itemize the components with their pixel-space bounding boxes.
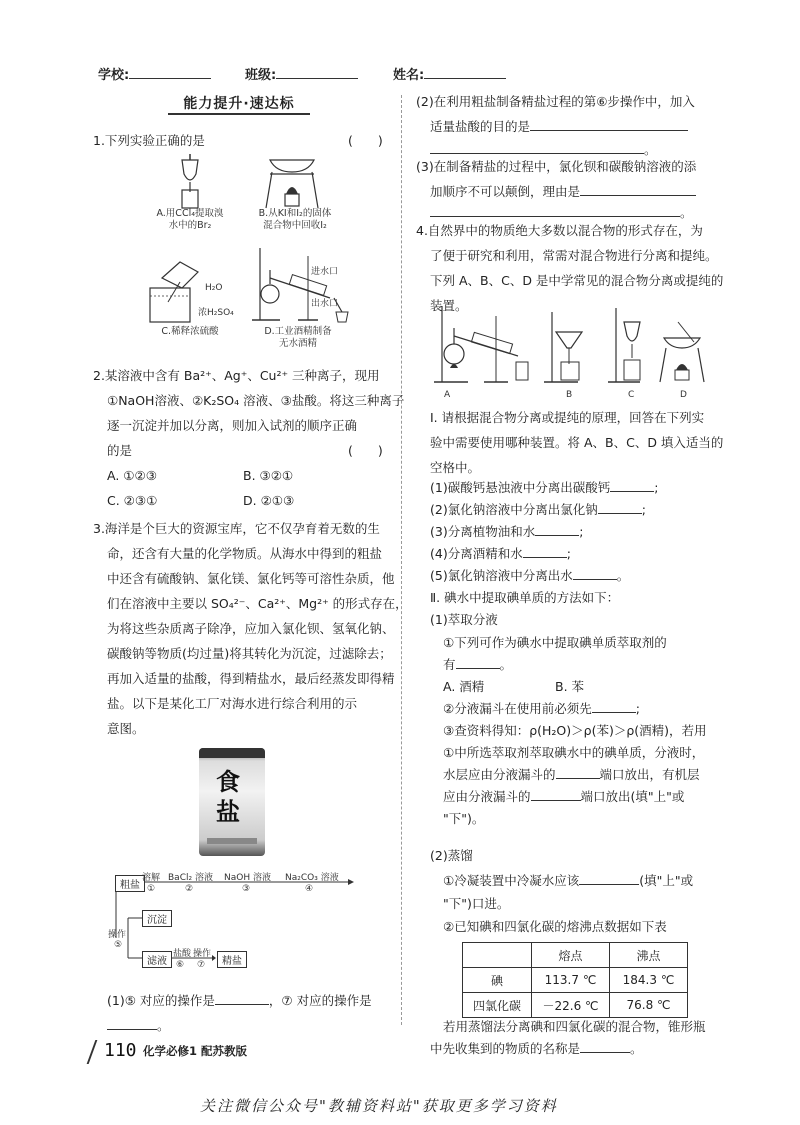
q4-line-4: 装置。 [430, 298, 468, 313]
table-cell: 四氯化碳 [463, 993, 532, 1018]
q3-blank-op5[interactable] [215, 990, 269, 1005]
table-header-cell: 沸点 [609, 943, 687, 968]
q1-stem: 1.下列实验正确的是 [93, 133, 205, 148]
name-label: 姓名: [393, 64, 506, 83]
flow-op5: 操作 [108, 930, 127, 940]
q3-sub2-line-3: 。 [430, 137, 657, 162]
q3-blank-reason-1[interactable] [580, 181, 696, 196]
flow-filtrate: 滤液 [142, 951, 172, 968]
school-blank[interactable] [129, 64, 211, 79]
flow-n7: ⑦ [197, 960, 206, 970]
data-table-wrapper [462, 942, 692, 1018]
q4-blank-check[interactable] [592, 698, 636, 713]
table-cell: 碘 [463, 968, 532, 993]
label-water-out: 出水口 [311, 299, 339, 309]
q4-line-1: 4.自然界中的物质绝大多数以混合物的形式存在，为 [416, 223, 703, 238]
table-cell: －22.6 ℃ [532, 993, 610, 1018]
q4-extract-heading: (1)萃取分液 [430, 612, 498, 627]
flow-hcl: 盐酸 [173, 949, 192, 959]
q3-sub2-line-2: 适量盐酸的目的是 [430, 114, 688, 139]
apparatus-label-b: B [566, 390, 573, 400]
q2-line-1: 2.某溶液中含有 Ba²⁺、Ag⁺、Cu²⁺ 三种离子，现用 [93, 368, 380, 383]
q4-d1-line-1: ①冷凝装置中冷凝水应该 (填"上"或 [443, 868, 693, 893]
melting-boiling-table [462, 942, 688, 1018]
flow-n5: ⑤ [114, 940, 123, 950]
flow-n6: ⑥ [176, 960, 185, 970]
label-h2o: H₂O [205, 283, 223, 293]
flow-step4: Na₂CO₃ 溶液 [285, 873, 339, 883]
flow-step3: NaOH 溶液 [224, 873, 271, 883]
q4-blank-5[interactable] [573, 565, 617, 580]
q4-item-5: (5)氯化钠溶液中分离出水 。 [430, 563, 629, 588]
class-blank[interactable] [276, 64, 358, 79]
q3-line-8: 盐。以下是某化工厂对海水进行综合利用的示 [107, 696, 358, 711]
q3-line-7: 再加入适量的盐酸，得到精盐水，最后经蒸发即得精 [107, 671, 395, 686]
q3-line-9: 意图。 [107, 721, 145, 736]
table-header-row [463, 943, 688, 968]
salt-bag-char-1: 食 [216, 767, 240, 796]
q4-apparatus-figure [432, 302, 712, 388]
q3-sub3-line-1: (3)在制备精盐的过程中，氯化钡和碳酸钠溶液的添 [416, 159, 697, 174]
q2-option-c[interactable]: C. ②③① [107, 493, 158, 508]
flow-fine-salt: 精盐 [217, 951, 247, 968]
column-divider [401, 95, 402, 1025]
table-header-cell [463, 943, 532, 968]
q3-sub1-end: 。 [107, 1013, 170, 1038]
q4-e1-option-a[interactable]: A. 酒精 [443, 679, 485, 694]
q4-blank-1[interactable] [610, 477, 654, 492]
q4-e1-line-2: 有 。 [443, 652, 512, 677]
q3-sub3-line-2: 加顺序不可以颠倒，理由是 [430, 179, 696, 204]
caption-d: D.工业酒精制备 无水酒精 [264, 326, 332, 349]
q4-blank-3[interactable] [535, 521, 579, 536]
q2-option-b[interactable]: B. ③②① [243, 468, 294, 483]
q2-line-4: 的是 [107, 443, 133, 458]
q4-item-3: (3)分离植物油和水 ; [430, 519, 583, 544]
salt-bag-image [199, 748, 265, 856]
q3-blank-hcl-purpose-2[interactable] [430, 139, 644, 154]
q4-blank-4[interactable] [523, 543, 567, 558]
table-cell: 184.3 ℃ [609, 968, 687, 993]
flow-step2: BaCl₂ 溶液 [168, 873, 213, 883]
q4-d1-line-2: "下")口进。 [443, 896, 510, 911]
flow-crude-salt: 粗盐 [115, 875, 145, 892]
book-title: 化学必修1 配苏教版 [143, 1044, 248, 1058]
flow-step1: 溶解 [142, 873, 161, 883]
apparatus-d-distillation [250, 246, 360, 324]
label-water-in: 进水口 [311, 267, 339, 277]
q4-e3-line-4: 应由分液漏斗的 端口放出(填"上"或 [443, 784, 684, 809]
q4-e3-line-3: 水层应由分液漏斗的 端口放出，有机层 [443, 762, 700, 787]
section-title: 能力提升·速达标 [168, 93, 310, 115]
q4-item-4: (4)分离酒精和水 ; [430, 541, 571, 566]
q2-paren: ( ) [348, 443, 383, 458]
table-row [463, 968, 688, 993]
q3-line-5: 为将这些杂质离子除净，应加入氯化钡、氢氧化钠、 [107, 621, 395, 636]
q4-part1-line-3: 空格中。 [430, 460, 481, 475]
flow-n4: ④ [305, 884, 314, 894]
caption-c: C.稀释浓硫酸 [161, 326, 219, 337]
caption-b: B.从KI和I₂的固体 混合物中回收I₂ [258, 208, 332, 231]
q4-item-1: (1)碳酸钙悬浊液中分离出碳酸钙 ; [430, 475, 658, 500]
label-h2so4: 浓H₂SO₄ [198, 308, 234, 318]
q4-final-line-2: 中先收集到的物质的名称是 。 [430, 1036, 643, 1061]
q3-line-4: 们在溶液中主要以 SO₄²⁻、Ca²⁺、Mg²⁺ 的形式存在， [107, 596, 408, 611]
q4-e3-line-1: ③查资料得知：ρ(H₂O)＞ρ(苯)＞ρ(酒精)，若用 [443, 723, 707, 738]
table-cell: 113.7 ℃ [532, 968, 610, 993]
q3-line-2: 命，还含有大量的化学物质。从海水中得到的粗盐 [107, 546, 383, 561]
flow-n3: ③ [242, 884, 251, 894]
flow-op7: 操作 [193, 949, 212, 959]
q1-paren: ( ) [348, 133, 383, 148]
q2-option-d[interactable]: D. ②①③ [243, 493, 295, 508]
q4-e1-line-1: ①下列可作为碘水中提取碘单质萃取剂的 [443, 635, 667, 650]
q4-d2: ②已知碘和四氯化碳的熔沸点数据如下表 [443, 919, 667, 934]
apparatus-label-d: D [680, 390, 687, 400]
flow-n2: ② [185, 884, 194, 894]
q4-blank-water-layer[interactable] [556, 764, 600, 779]
q3-line-1: 3.海洋是个巨大的资源宝库，它不仅孕育着无数的生 [93, 521, 380, 536]
apparatus-label-c: C [628, 390, 635, 400]
q3-blank-op7[interactable] [107, 1015, 157, 1030]
q4-e2: ②分液漏斗在使用前必须先 ; [443, 696, 640, 721]
table-header-cell: 熔点 [532, 943, 610, 968]
q3-blank-hcl-purpose-1[interactable] [530, 116, 688, 131]
q2-line-2: ①NaOH溶液、②K₂SO₄ 溶液、③盐酸。将这三种离子 [107, 393, 405, 408]
apparatus-b-evaporating-dish [262, 152, 322, 210]
q4-line-3: 下列 A、B、C、D 是中学常见的混合物分离或提纯的 [430, 273, 724, 288]
school-label: 学校: [98, 64, 211, 83]
q4-e3-line-5: "下")。 [443, 811, 485, 826]
q4-part1-line-1: Ⅰ. 请根据混合物分离或提纯的原理，回答在下列实 [430, 410, 705, 425]
q4-part1-line-2: 验中需要使用哪种装置。将 A、B、C、D 填入适当的 [430, 435, 724, 450]
table-cell: 76.8 ℃ [609, 993, 687, 1018]
q4-e3-line-2: ①中所选萃取剂萃取碘水中的碘单质，分液时， [443, 745, 705, 760]
q4-distill-heading: (2)蒸馏 [430, 848, 473, 863]
q2-line-3: 逐一沉淀并加以分离，则加入试剂的顺序正确 [107, 418, 358, 433]
footer-note: 关注微信公众号"教辅资料站"获取更多学习资料 [200, 1097, 558, 1115]
q4-blank-extractant[interactable] [456, 654, 500, 669]
name-blank[interactable] [424, 64, 506, 79]
q3-line-6: 碳酸钠等物质(均过量)将其转化为沉淀，过滤除去； [107, 646, 392, 661]
salt-bag-char-2: 盐 [216, 797, 240, 826]
q3-line-3: 中还含有硫酸钠、氯化镁、氯化钙等可溶性杂质，他 [107, 571, 395, 586]
q3-sub3-line-3: 。 [430, 200, 693, 225]
caption-a: A.用CCl₄提取溴 水中的Br₂ [156, 208, 224, 231]
q4-item-2: (2)氯化钠溶液中分离出氯化钠 ; [430, 497, 646, 522]
class-label: 班级: [245, 64, 358, 83]
q3-blank-reason-2[interactable] [430, 202, 680, 217]
q4-blank-condenser[interactable] [579, 870, 639, 885]
flow-n1: ① [147, 884, 156, 894]
q2-option-a[interactable]: A. ①②③ [107, 468, 157, 483]
q3-sub2-line-1: (2)在利用粗盐制备精盐过程的第⑥步操作中，加入 [416, 94, 695, 109]
q4-final-line-1: 若用蒸馏法分离碘和四氯化碳的混合物，锥形瓶 [443, 1019, 706, 1034]
page-number: 110 [104, 1040, 137, 1061]
q4-blank-organic-layer[interactable] [531, 786, 581, 801]
q3-sub1: (1)⑤ 对应的操作是 ，⑦ 对应的操作是 [107, 988, 372, 1013]
q4-line-2: 了便于研究和利用，常需对混合物进行分离和提纯。 [430, 248, 718, 263]
q4-blank-2[interactable] [598, 499, 642, 514]
q4-part2: Ⅱ. 碘水中提取碘单质的方法如下： [430, 590, 620, 605]
flow-precipitate: 沉淀 [142, 910, 172, 927]
apparatus-label-a: A [444, 390, 451, 400]
q4-e1-option-b[interactable]: B. 苯 [555, 679, 585, 694]
apparatus-a-separatory-funnel [160, 152, 220, 210]
q4-blank-first-collected[interactable] [580, 1038, 630, 1053]
